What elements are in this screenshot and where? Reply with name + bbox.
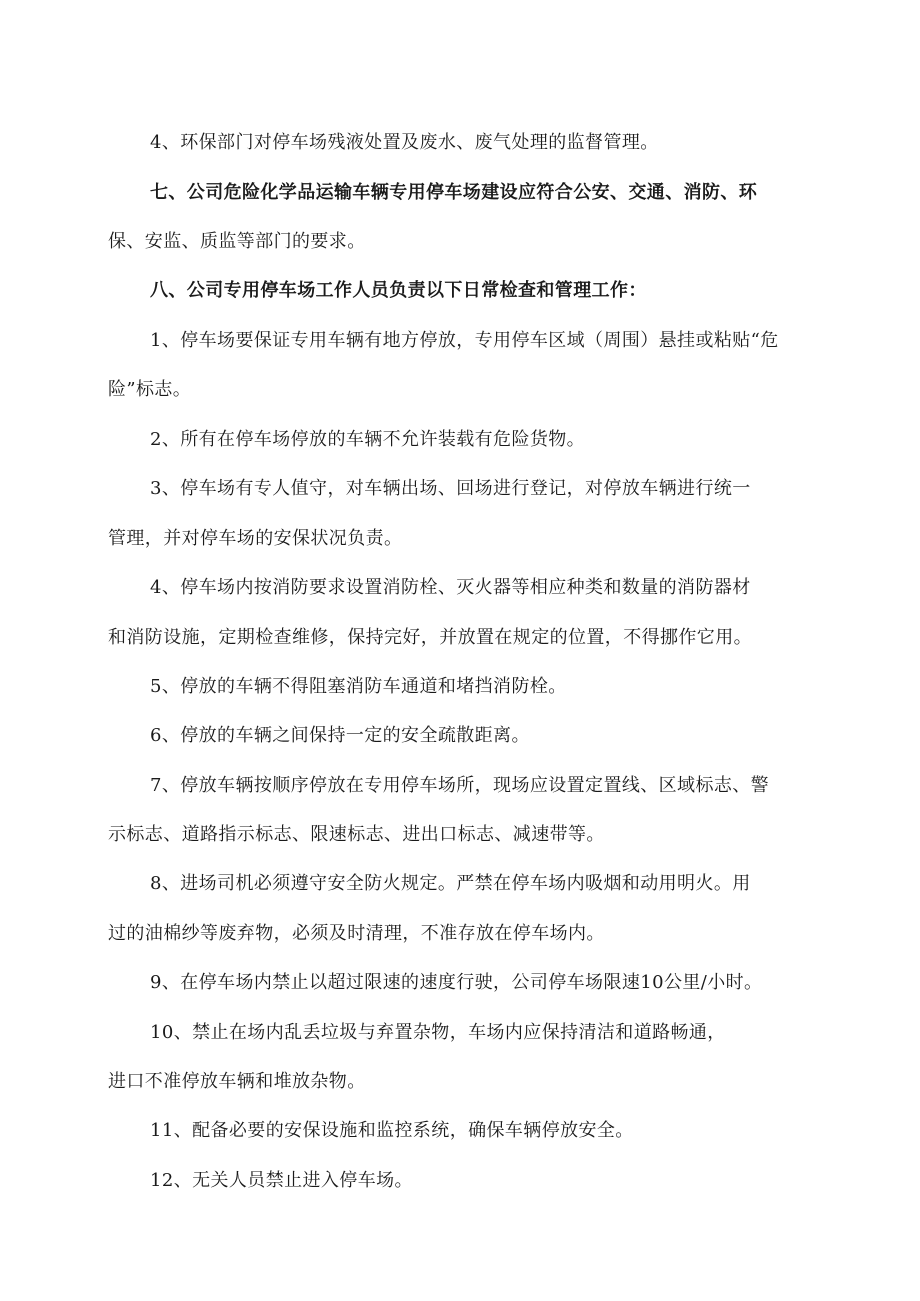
- item-1-line-1: 1、停车场要保证专用车辆有地方停放，专用停车区域（周围）悬挂或粘贴“危: [150, 330, 779, 351]
- item-10-line-2: 进口不准停放车辆和堆放杂物。: [108, 1071, 366, 1092]
- item-8-line-1: 8、进场司机必须遵守安全防火规定。严禁在停车场内吸烟和动用明火。用: [150, 873, 751, 894]
- item-4-line-1: 4、停车场内按消防要求设置消防栓、灭火器等相应种类和数量的消防器材: [150, 577, 751, 598]
- item-4-line-2: 和消防设施，定期检查维修，保持完好，并放置在规定的位置，不得挪作它用。: [108, 627, 752, 648]
- item-9-line-1: 9、在停车场内禁止以超过限速的速度行驶，公司停车场限速10公里/小时。: [150, 972, 763, 993]
- item-3-line-1: 3、停车场有专人值守，对车辆出场、回场进行登记，对停放车辆进行统一: [150, 478, 751, 499]
- item-3-line-2: 管理，并对停车场的安保状况负责。: [108, 528, 403, 549]
- section-7-heading-line-2: 保、安监、质监等部门的要求。: [108, 231, 366, 252]
- item-10-line-1: 10、禁止在场内乱丢垃圾与弃置杂物，车场内应保持清洁和道路畅通，: [150, 1022, 726, 1043]
- item-8-line-2: 过的油棉纱等废弃物，必须及时清理，不准存放在停车场内。: [108, 923, 605, 944]
- item-5-line-1: 5、停放的车辆不得阻塞消防车通道和堵挡消防栓。: [150, 676, 567, 697]
- section-7-heading-line-1: 七、公司危险化学品运输车辆专用停车场建设应符合公安、交通、消防、环: [150, 182, 758, 203]
- item-1-line-2: 险”标志。: [108, 379, 192, 400]
- item-7-line-2: 示标志、道路指示标志、限速标志、进出口标志、减速带等。: [108, 824, 605, 845]
- item-11-line-1: 11、配备必要的安保设施和监控系统，确保车辆停放安全。: [150, 1120, 634, 1141]
- item-12-line-1: 12、无关人员禁止进入停车场。: [150, 1170, 413, 1191]
- item-6-line-1: 6、停放的车辆之间保持一定的安全疏散距离。: [150, 725, 530, 746]
- section-8-heading: 八、公司专用停车场工作人员负责以下日常检查和管理工作：: [150, 280, 647, 301]
- item-2-line-1: 2、所有在停车场停放的车辆不允许装载有危险货物。: [150, 429, 586, 450]
- paragraph-1-line-1: 4、环保部门对停车场残液处置及废水、废气处理的监督管理。: [150, 132, 659, 153]
- item-7-line-1: 7、停放车辆按顺序停放在专用停车场所，现场应设置定置线、区域标志、警: [150, 775, 770, 796]
